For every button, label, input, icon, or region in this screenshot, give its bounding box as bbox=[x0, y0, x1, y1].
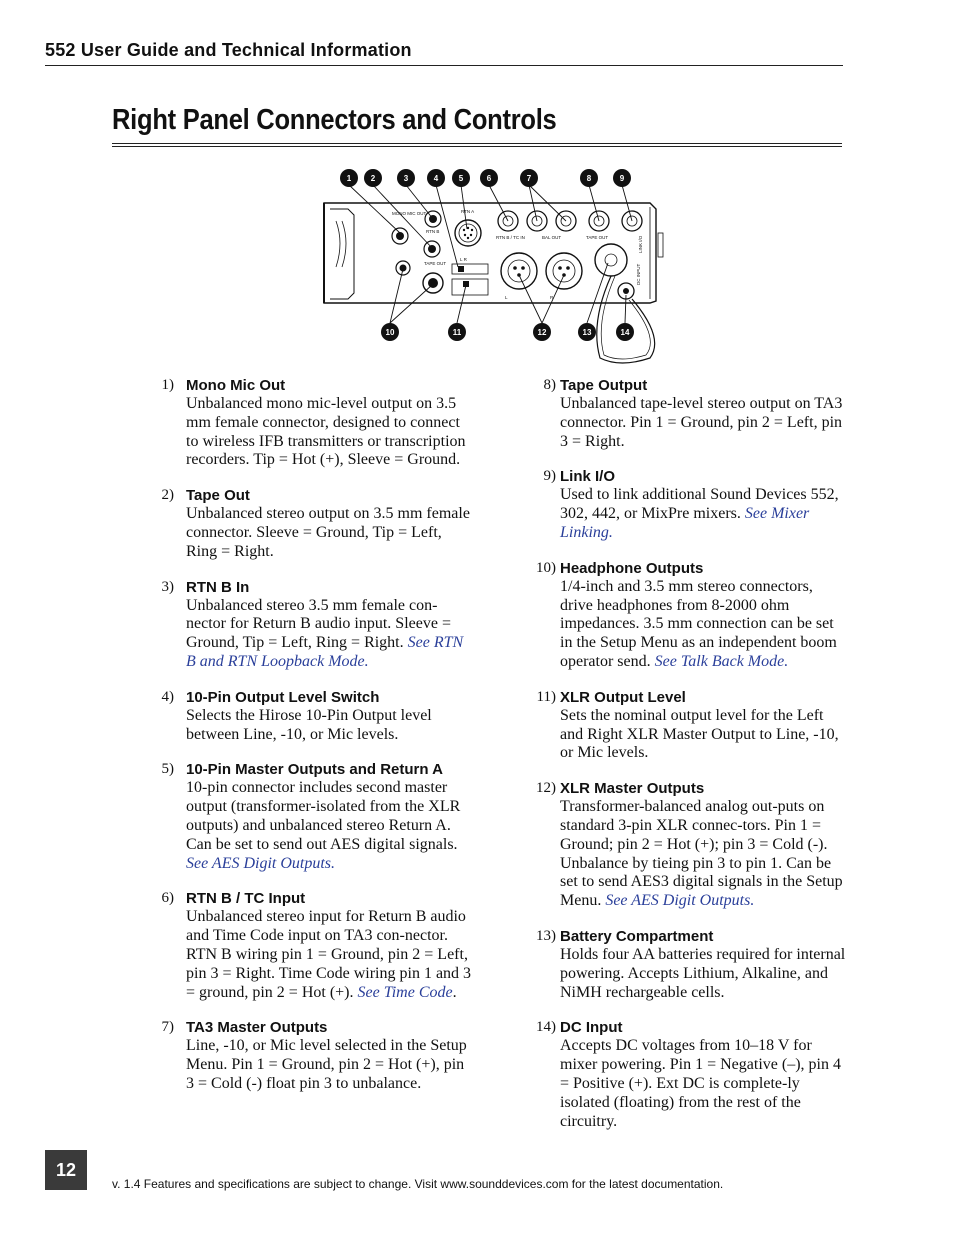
svg-text:7: 7 bbox=[526, 174, 532, 183]
cross-reference-link[interactable]: See Talk Back Mode. bbox=[654, 652, 789, 670]
callout-8 bbox=[580, 169, 598, 187]
svg-text:11: 11 bbox=[452, 328, 462, 337]
cross-reference-link[interactable]: See Mixer Linking. bbox=[560, 505, 810, 541]
item-label: RTN B / TC Input bbox=[186, 890, 306, 908]
item-description bbox=[186, 505, 475, 561]
item-description bbox=[186, 908, 475, 1002]
callout-3 bbox=[397, 169, 415, 187]
label-bal-out: BAL OUT bbox=[542, 235, 562, 240]
item-number: 1) bbox=[161, 377, 174, 393]
item-description bbox=[186, 395, 475, 470]
ta3-connectors bbox=[498, 211, 642, 231]
item-description-text: Unbalanced tape-level stereo output on TA3 connector. Pin 1 = Ground, pin 2 = Left, pin 3 = Right. bbox=[560, 395, 843, 450]
label-mono-mic-out: MONO MIC OUT bbox=[392, 211, 427, 216]
item-label: Headphone Outputs bbox=[560, 559, 704, 577]
svg-text:9: 9 bbox=[619, 174, 625, 183]
item-number: 8) bbox=[543, 377, 556, 393]
list-item bbox=[150, 486, 475, 561]
item-description-suffix: . bbox=[452, 983, 457, 1001]
list-item bbox=[524, 688, 846, 763]
item-number: 13) bbox=[536, 927, 556, 944]
svg-text:3: 3 bbox=[403, 174, 409, 183]
item-description bbox=[560, 798, 846, 911]
item-label: XLR Output Level bbox=[560, 688, 686, 706]
mono-mic-out-jack bbox=[392, 228, 408, 244]
list-item bbox=[150, 578, 475, 672]
cross-reference-link[interactable]: See RTN B and RTN Loopback Mode. bbox=[186, 634, 464, 670]
item-number: 3) bbox=[161, 578, 174, 595]
right-panel-diagram bbox=[320, 163, 665, 368]
item-description bbox=[560, 707, 846, 763]
label-tape-out-2: TAPE OUT bbox=[586, 235, 609, 240]
svg-text:1: 1 bbox=[346, 174, 352, 183]
item-number: 6) bbox=[161, 890, 174, 907]
item-number: 4) bbox=[161, 688, 174, 705]
item-label: Mono Mic Out bbox=[186, 377, 286, 394]
battery-compartment-cap bbox=[595, 244, 627, 276]
svg-text:2: 2 bbox=[370, 174, 376, 183]
item-number: 7) bbox=[161, 1019, 174, 1036]
item-label: 10-Pin Output Level Switch bbox=[186, 688, 380, 706]
list-item bbox=[524, 376, 846, 451]
list-item bbox=[150, 376, 475, 470]
svg-text:10: 10 bbox=[385, 328, 395, 337]
left-column bbox=[150, 376, 475, 1109]
item-description-text: Unbalanced stereo input for Return B audio and Time Code input on TA3 con-nector. RTN B wiring pin 1 = Ground, pin 2 = Left, pin 3 = Right. Time Code wiring pin 1 and 3 = ground, pin 2 = Hot (+). bbox=[186, 908, 472, 1001]
item-label: Battery Compartment bbox=[560, 927, 714, 945]
page-number: 12 bbox=[45, 1150, 87, 1190]
item-label: Tape Out bbox=[186, 487, 250, 505]
callout-7 bbox=[520, 169, 538, 187]
item-number: 2) bbox=[161, 487, 174, 504]
svg-text:4: 4 bbox=[433, 174, 439, 183]
label-tape-out: TAPE OUT bbox=[424, 261, 447, 266]
item-description-text: 10-pin connector includes second master output (transformer-isolated from the XLR outputs) and unbalanced stereo Return A. Can be set to send out AES digital signals. bbox=[186, 779, 461, 853]
item-description bbox=[186, 597, 475, 672]
header-rule bbox=[45, 65, 843, 66]
item-number: 10) bbox=[536, 559, 556, 576]
label-rtn-b-tc-in: RTN B / TC IN bbox=[496, 235, 525, 240]
item-description-text: Unbalanced mono mic-level output on 3.5 mm female connector, designed to connect to wireless IFB transmitters or transcription recorders. Tip = Hot (+), Sleeve = Ground. bbox=[186, 395, 466, 469]
svg-text:6: 6 bbox=[486, 174, 492, 183]
list-item bbox=[150, 760, 475, 873]
item-label: XLR Master Outputs bbox=[560, 780, 705, 798]
callout-10 bbox=[381, 323, 399, 341]
list-item bbox=[524, 1018, 846, 1131]
list-item bbox=[150, 688, 475, 745]
item-description bbox=[186, 707, 475, 745]
callout-6 bbox=[480, 169, 498, 187]
item-description-text: Transformer-balanced analog out-puts on standard 3-pin XLR connec-tors. Pin 1 = Ground; pin 2 = Hot (+); pin 3 = Cold (-). Unbalance by tieing pin 3 to pin 1. Can be set to send AES3 digital signals in the Setup Menu. bbox=[560, 798, 843, 910]
label-rtn-a: RTN A bbox=[461, 209, 475, 214]
item-description-text: Accepts DC voltages from 10–18 V for mixer powering. Pin 1 = Negative (–), pin 4 = Positive (+). Ext DC is complete-ly isolated (floating) from the rest of the circuitry. bbox=[560, 1037, 841, 1130]
item-description-text: Sets the nominal output level for the Left and Right XLR Master Output to Line, -10, or Mic levels. bbox=[560, 706, 839, 762]
item-description-text: Selects the Hirose 10-Pin Output level between Line, -10, or Mic levels. bbox=[186, 706, 432, 743]
item-description bbox=[560, 578, 846, 672]
item-description-text: Line, -10, or Mic level selected in the Setup Menu. Pin 1 = Ground, pin 2 = Hot (+), pin 3 = Cold (-) float pin 3 to unbalance. bbox=[186, 1037, 467, 1092]
svg-text:12: 12 bbox=[537, 328, 547, 337]
list-item bbox=[524, 927, 846, 1002]
title-rule-top bbox=[112, 143, 842, 144]
item-label: 10-Pin Master Outputs and Return A bbox=[186, 761, 443, 779]
list-item bbox=[524, 559, 846, 672]
list-item bbox=[524, 779, 846, 911]
running-header: 552 User Guide and Technical Information bbox=[45, 40, 412, 60]
svg-text:14: 14 bbox=[620, 328, 630, 337]
label-rtn-b: RTN B bbox=[426, 229, 440, 234]
callout-1 bbox=[340, 169, 358, 187]
item-description-text: Used to link additional Sound Devices 552, 302, 442, or MixPre mixers. bbox=[560, 486, 839, 523]
cross-reference-link[interactable]: See Time Code bbox=[357, 983, 453, 1001]
svg-text:13: 13 bbox=[582, 328, 592, 337]
label-link-io: LINK I/O bbox=[638, 235, 643, 253]
dc-input-connector bbox=[597, 276, 655, 363]
item-description-text: Unbalanced stereo output on 3.5 mm female connector. Sleeve = Ground, Tip = Left, Ring = Right. bbox=[186, 505, 470, 560]
item-description bbox=[186, 1037, 475, 1093]
output-level-switch bbox=[452, 264, 488, 295]
right-column bbox=[524, 376, 846, 1146]
item-description-text: Unbalanced stereo 3.5 mm female con-nector for Return B audio input. Sleeve = Ground, Tip = Left, Ring = Right. bbox=[186, 596, 451, 652]
callout-5 bbox=[452, 169, 470, 187]
title-rule-bottom bbox=[112, 146, 842, 147]
callout-9 bbox=[613, 169, 631, 187]
item-number: 12) bbox=[536, 780, 556, 797]
callout-13 bbox=[578, 323, 596, 341]
item-description-text: 1/4-inch and 3.5 mm stereo connectors, drive headphones from 8-2000 ohm impedances. 3.5 mm connection can be set in the Setup Menu as an independent boom operator send. bbox=[560, 577, 837, 670]
callout-11 bbox=[448, 323, 466, 341]
item-number: 5) bbox=[161, 761, 174, 778]
item-description bbox=[186, 779, 475, 873]
hirose-10-pin-connector bbox=[455, 220, 481, 246]
cross-reference-link[interactable]: See AES Digit Outputs. bbox=[605, 892, 755, 910]
svg-text:5: 5 bbox=[458, 174, 464, 183]
list-item bbox=[150, 889, 475, 1002]
footer-note: v. 1.4 Features and specifications are subject to change. Visit www.sounddevices.com for the latest documentation. bbox=[112, 1177, 724, 1191]
label-dc-input: DC INPUT bbox=[636, 263, 641, 285]
section-title: Right Panel Connectors and Controls bbox=[112, 104, 557, 136]
item-label: Link I/O bbox=[560, 468, 616, 486]
callout-4 bbox=[427, 169, 445, 187]
item-number: 14) bbox=[536, 1019, 556, 1036]
callout-14 bbox=[616, 323, 634, 341]
label-xlr-left: L bbox=[505, 295, 508, 300]
item-description-text: Holds four AA batteries required for internal powering. Accepts Lithium, Alkaline, and NiMH rechargeable cells. bbox=[560, 945, 846, 1001]
list-item bbox=[524, 467, 846, 542]
item-label: Tape Output bbox=[560, 377, 648, 394]
item-label: RTN B In bbox=[186, 578, 250, 596]
callout-2 bbox=[364, 169, 382, 187]
list-item bbox=[150, 1018, 475, 1093]
item-description bbox=[560, 486, 846, 542]
tape-out-jack bbox=[424, 241, 440, 257]
label-xlr-right: R bbox=[550, 295, 554, 300]
item-description bbox=[560, 395, 846, 451]
xlr-connectors bbox=[501, 253, 582, 289]
item-number: 9) bbox=[543, 468, 556, 485]
headphone-35-jack bbox=[396, 261, 410, 275]
label-lr: L R bbox=[460, 257, 467, 262]
item-number: 11) bbox=[536, 688, 556, 705]
callout-12 bbox=[533, 323, 551, 341]
cross-reference-link[interactable]: See AES Digit Outputs. bbox=[186, 854, 336, 872]
item-label: TA3 Master Outputs bbox=[186, 1019, 328, 1037]
item-description bbox=[560, 1037, 846, 1131]
item-label: DC Input bbox=[560, 1019, 623, 1037]
svg-text:8: 8 bbox=[586, 174, 592, 183]
item-description bbox=[560, 946, 846, 1002]
